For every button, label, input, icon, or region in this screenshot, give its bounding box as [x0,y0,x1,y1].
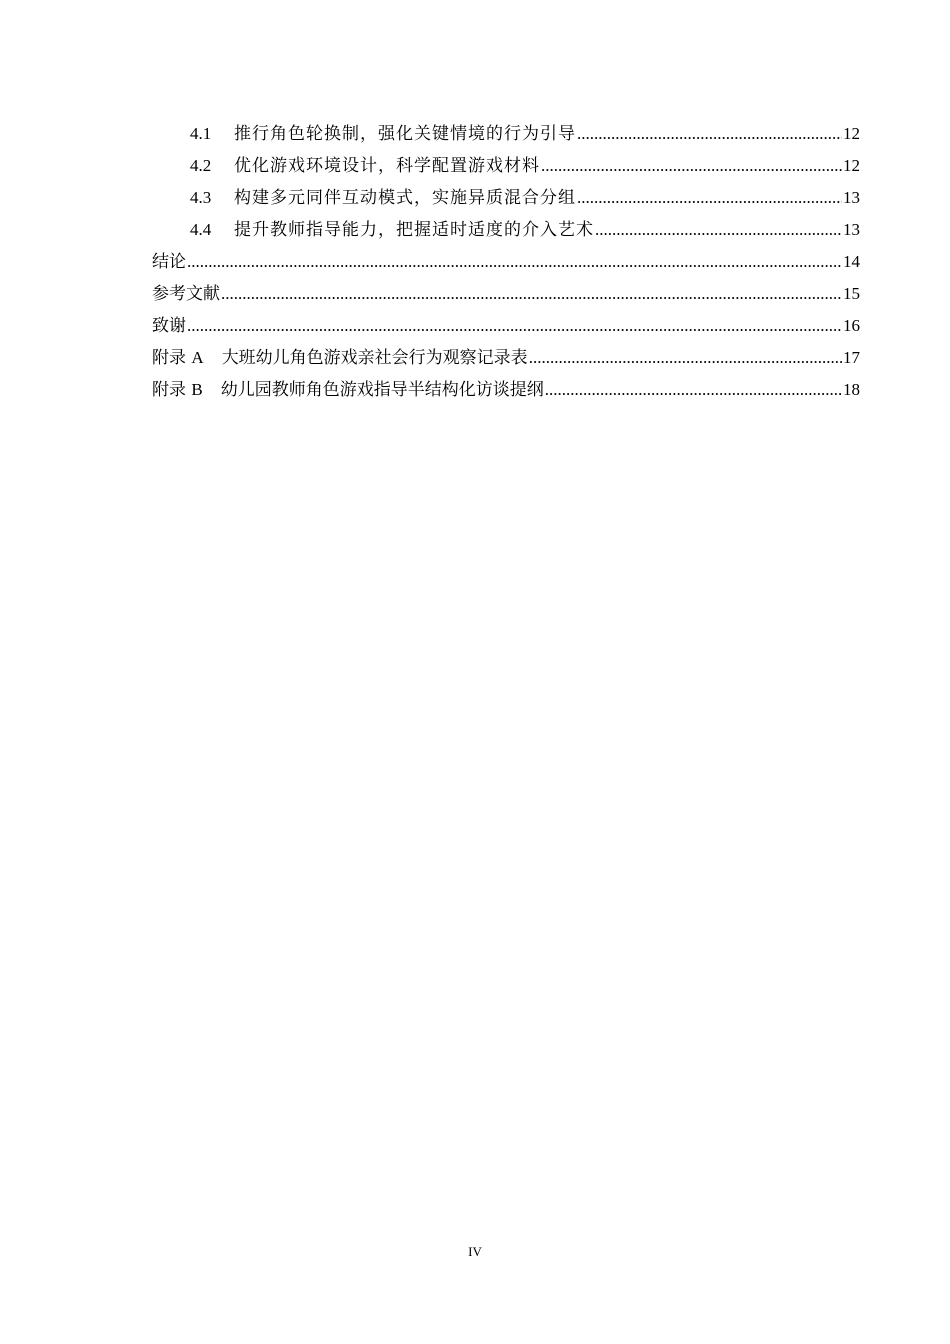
toc-entry-title: 构建多元同伴互动模式，实施异质混合分组 [234,188,576,207]
appendix-letter: A [191,348,204,367]
appendix-prefix: 附录 [152,348,186,368]
appendix-title: 大班幼儿角色游戏亲社会行为观察记录表 [221,348,528,368]
toc-dot-leader [221,278,842,310]
appendix-prefix: 附录 [152,380,186,400]
page-number: IV [468,1244,482,1259]
toc-entry-page: 15 [843,284,860,303]
toc-entry-title: 致谢 [152,316,186,336]
toc-entry-title: 结论 [152,252,186,272]
table-of-contents [152,118,860,406]
toc-entry-page: 16 [843,316,860,335]
toc-entry-page: 13 [843,188,860,207]
toc-entry-acknowledgements[interactable] [152,310,860,342]
toc-dot-leader [577,182,842,214]
toc-entry-page: 17 [843,348,860,367]
toc-entry-conclusion[interactable] [152,246,860,278]
toc-entry-appendix-a[interactable] [152,342,860,374]
toc-entry-4-3[interactable] [152,182,860,214]
toc-entry-appendix-b[interactable] [152,374,860,406]
appendix-label [152,342,204,374]
toc-entry-page: 18 [843,380,860,399]
toc-dot-leader [187,310,842,342]
toc-entry-page: 12 [843,156,860,175]
toc-entry-references[interactable] [152,278,860,310]
toc-entry-page: 12 [843,124,860,143]
toc-entry-title: 参考文献 [152,284,220,304]
toc-dot-leader [187,246,842,278]
toc-entry-title: 提升教师指导能力，把握适时适度的介入艺术 [234,220,594,239]
toc-entry-number: 4.1 [190,124,212,143]
toc-dot-leader [577,118,842,150]
appendix-label [152,374,203,406]
toc-entry-title: 优化游戏环境设计，科学配置游戏材料 [234,156,540,175]
toc-entry-number: 4.3 [190,188,212,207]
toc-entry-title [152,342,528,374]
toc-dot-leader [545,374,842,406]
toc-entry-4-4[interactable] [152,214,860,246]
toc-entry-title [152,374,544,406]
toc-dot-leader [541,150,842,182]
toc-entry-number: 4.2 [190,156,212,175]
toc-entry-page: 13 [843,220,860,239]
appendix-letter: B [191,380,203,399]
toc-entry-title: 推行角色轮换制，强化关键情境的行为引导 [234,124,576,143]
toc-entry-page: 14 [843,252,860,271]
toc-entry-number: 4.4 [190,220,212,239]
toc-dot-leader [595,214,842,246]
appendix-title: 幼儿园教师角色游戏指导半结构化访谈提纲 [220,380,544,400]
toc-entry-4-2[interactable] [152,150,860,182]
toc-dot-leader [529,342,842,374]
toc-entry-4-1[interactable] [152,118,860,150]
